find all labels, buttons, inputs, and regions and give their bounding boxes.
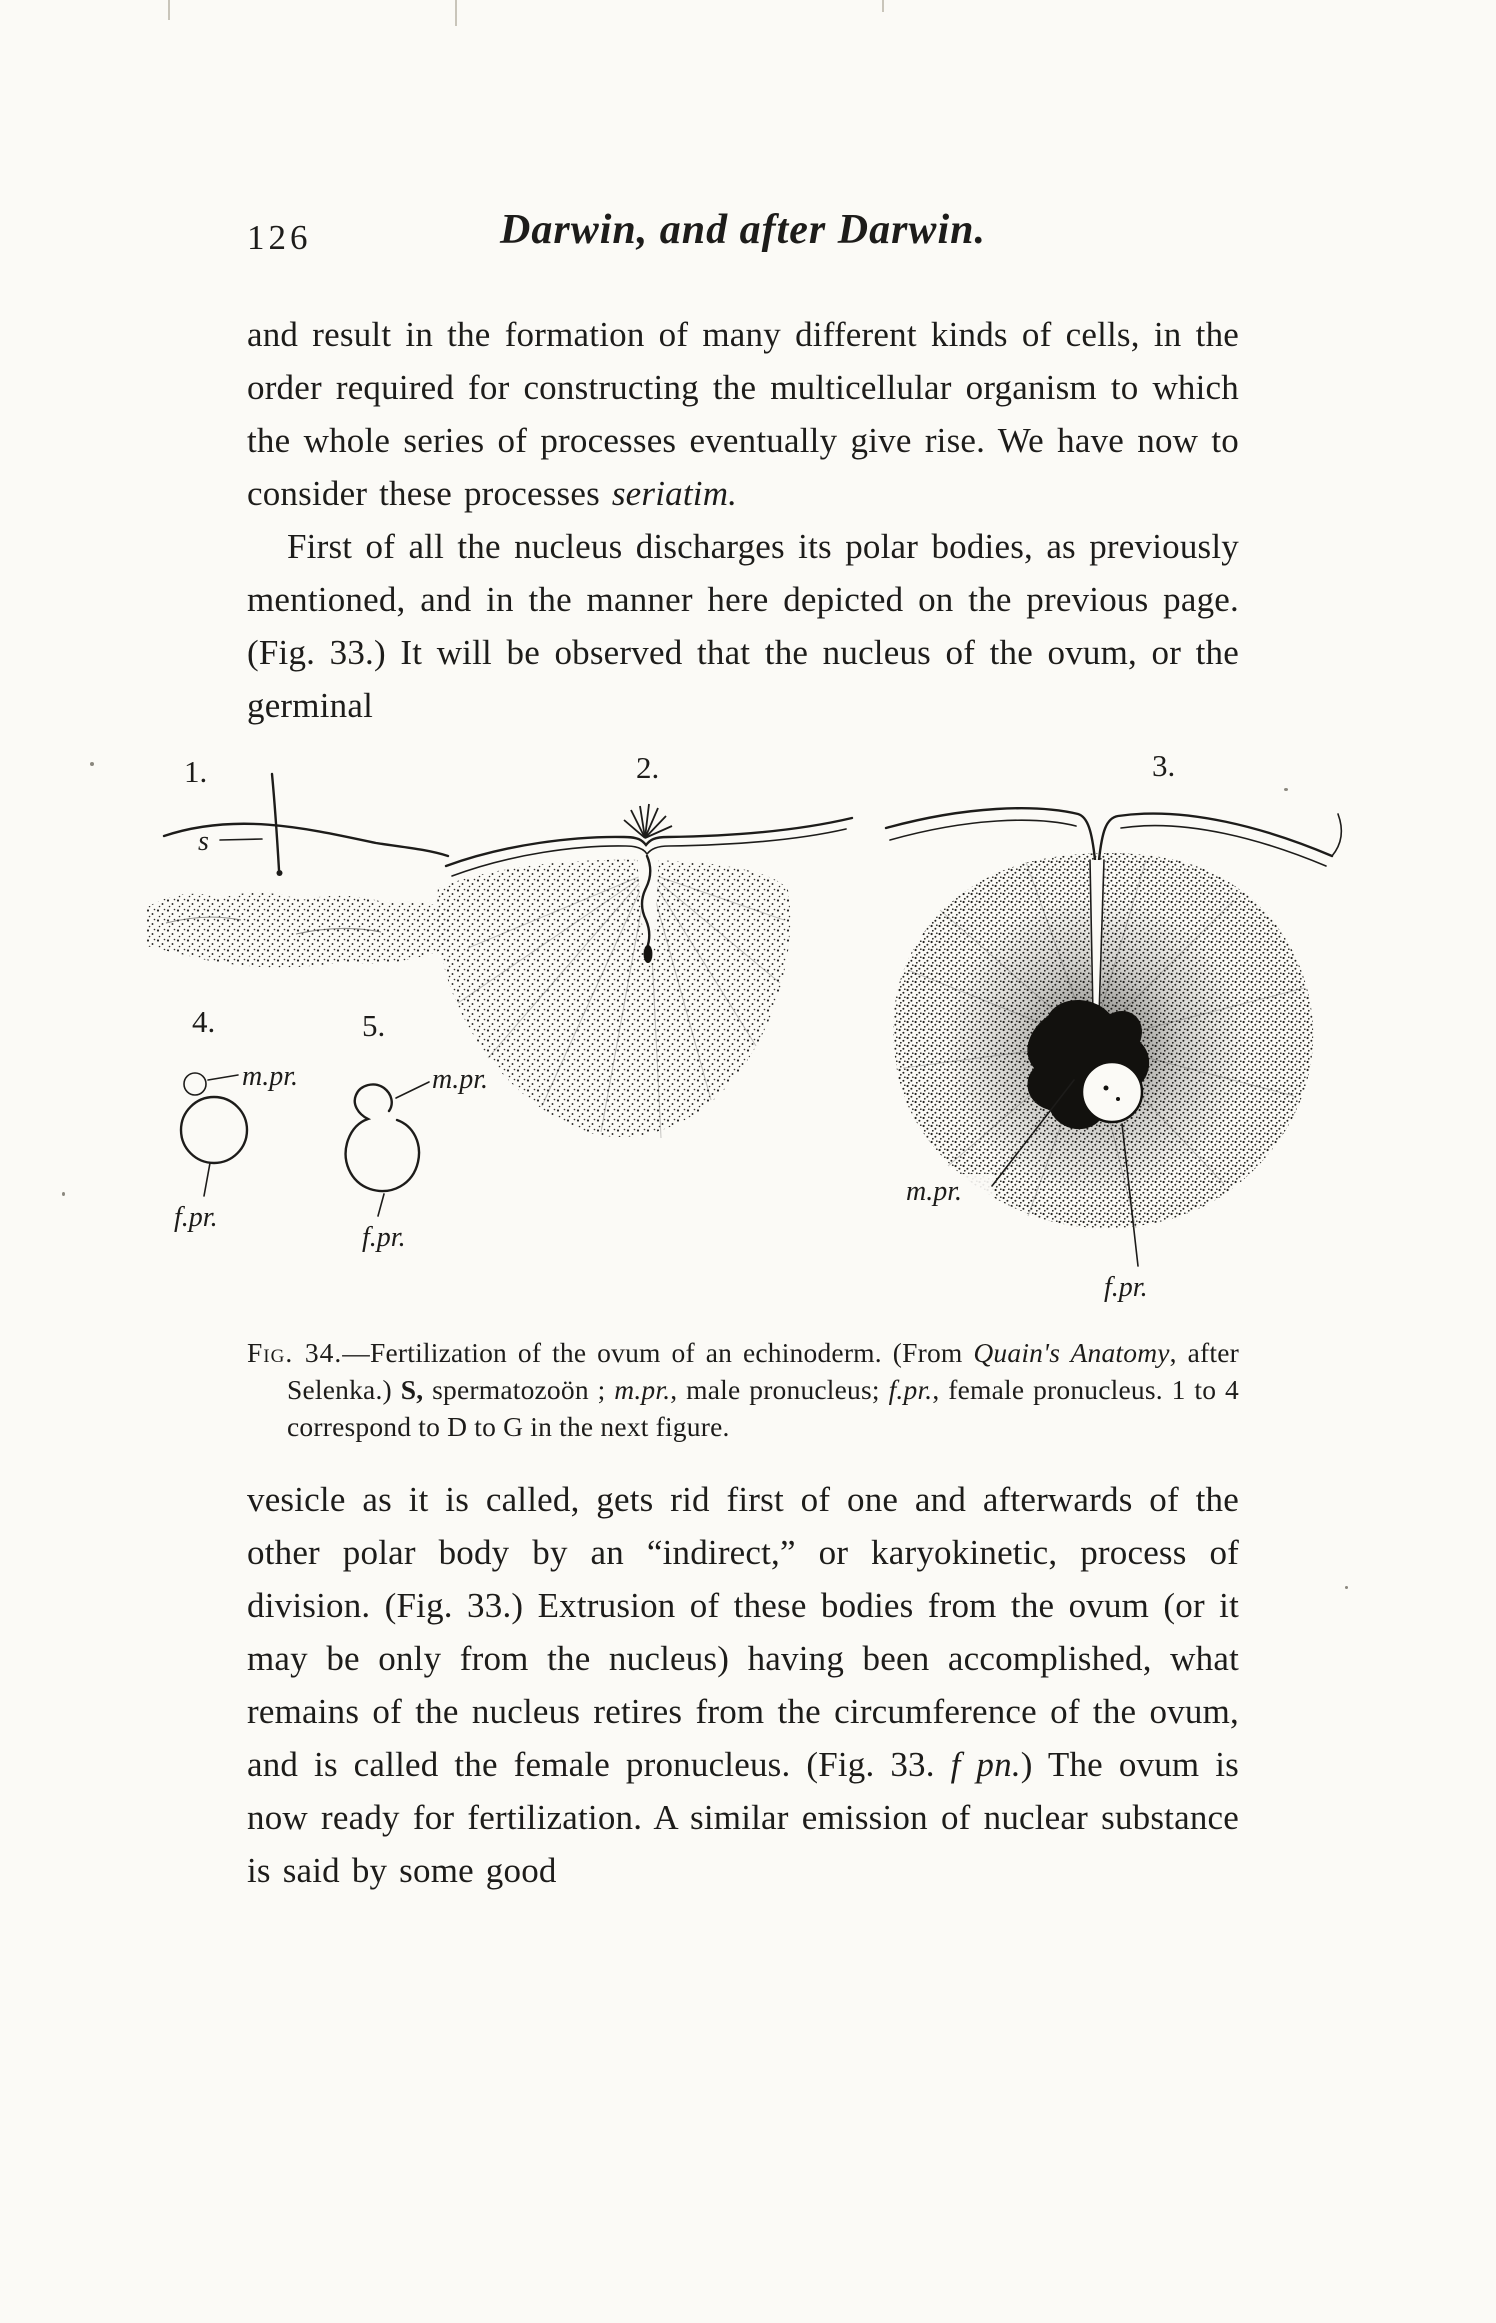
sperm-head (644, 945, 653, 963)
panel-3-pronuclei-meeting (886, 748, 1341, 1303)
female-pronucleus-circle (1082, 1062, 1142, 1122)
page-header (247, 206, 1239, 270)
text-column (174, 206, 1239, 1897)
male-pronucleus-circle (184, 1073, 206, 1095)
panel-4-pronuclei-diagram (174, 1004, 298, 1233)
panel-1-label: 1. (184, 754, 208, 789)
scan-fold-mark (882, 0, 884, 12)
panel-5-pronuclei-diagram (346, 1008, 488, 1253)
male-pronucleus-label: m.pr. (432, 1064, 489, 1095)
spermatozoon-tail (272, 774, 279, 870)
spermatozoon-head (277, 870, 283, 876)
panel-3-label: 3. (1152, 748, 1176, 783)
scan-speck (1345, 1586, 1348, 1589)
panel-1-sperm-approaching-egg (146, 754, 449, 968)
panel-4-label: 4. (192, 1004, 216, 1039)
paragraph-3: vesicle as it is called, gets rid first of one and afterwards of the other polar body by an “indirect,” or karyokinetic, process of division. (Fig. 33.) Extrusion of these bodies from the ovum (or it may be only from the nucleus) having been accomplished, what remains of the nucleus retires from the circumference of the ovum, and is called the female pronucleus. (Fig. 33. f pn.) The ovum is now ready for fertilization. A similar emission of nuclear substance is said by some good (247, 1480, 1239, 1890)
female-pronucleus-label: f.pr. (1104, 1272, 1148, 1303)
female-pronucleus-label: f.pr. (174, 1202, 218, 1233)
panel-2-sperm-entering (437, 750, 852, 1138)
scan-speck (62, 1192, 65, 1196)
panel-2-label: 2. (636, 750, 660, 785)
running-title: Darwin, and after Darwin. (500, 207, 986, 253)
male-pronucleus-label: m.pr. (906, 1176, 963, 1207)
sperm-label-s: s (198, 826, 209, 857)
figure-34 (146, 748, 1376, 1328)
male-pronucleus-label: m.pr. (242, 1061, 299, 1092)
paragraph-2: First of all the nucleus discharges its polar bodies, as previously mentioned, and in the manner here depicted on the previous page. (Fig. 33.) It will be observed that the nucleus of the ovum, or the germinal (247, 527, 1239, 725)
panel-5-label: 5. (362, 1008, 386, 1043)
page-number: 126 (247, 218, 312, 257)
figure-caption: Fig. 34.—Fertilization of the ovum of an echinoderm. (From Quain's Anatomy, after Selenka.) S, spermatozoön ; m.pr., male pronucleus; f.pr., female pronucleus. 1 to 4 correspond to D to G in the next figure. (247, 1337, 1239, 1442)
paragraph-1: and result in the formation of many different kinds of cells, in the order required for constructing the multicellular organism to which the whole series of processes eventually give rise. We have now to consider these processes seriatim. (247, 315, 1239, 513)
pronuclei-outline (346, 1084, 419, 1191)
scan-speck (90, 762, 94, 766)
entry-starburst (624, 804, 672, 838)
scan-fold-mark (168, 0, 170, 20)
figure-34-illustration (146, 748, 1376, 1328)
egg-protoplasm-stipple (437, 860, 790, 1137)
female-pronucleus-label: f.pr. (362, 1222, 406, 1253)
scan-fold-mark (455, 0, 457, 26)
egg-cortex-stipple (146, 892, 449, 967)
female-pronucleus-circle (181, 1097, 247, 1163)
